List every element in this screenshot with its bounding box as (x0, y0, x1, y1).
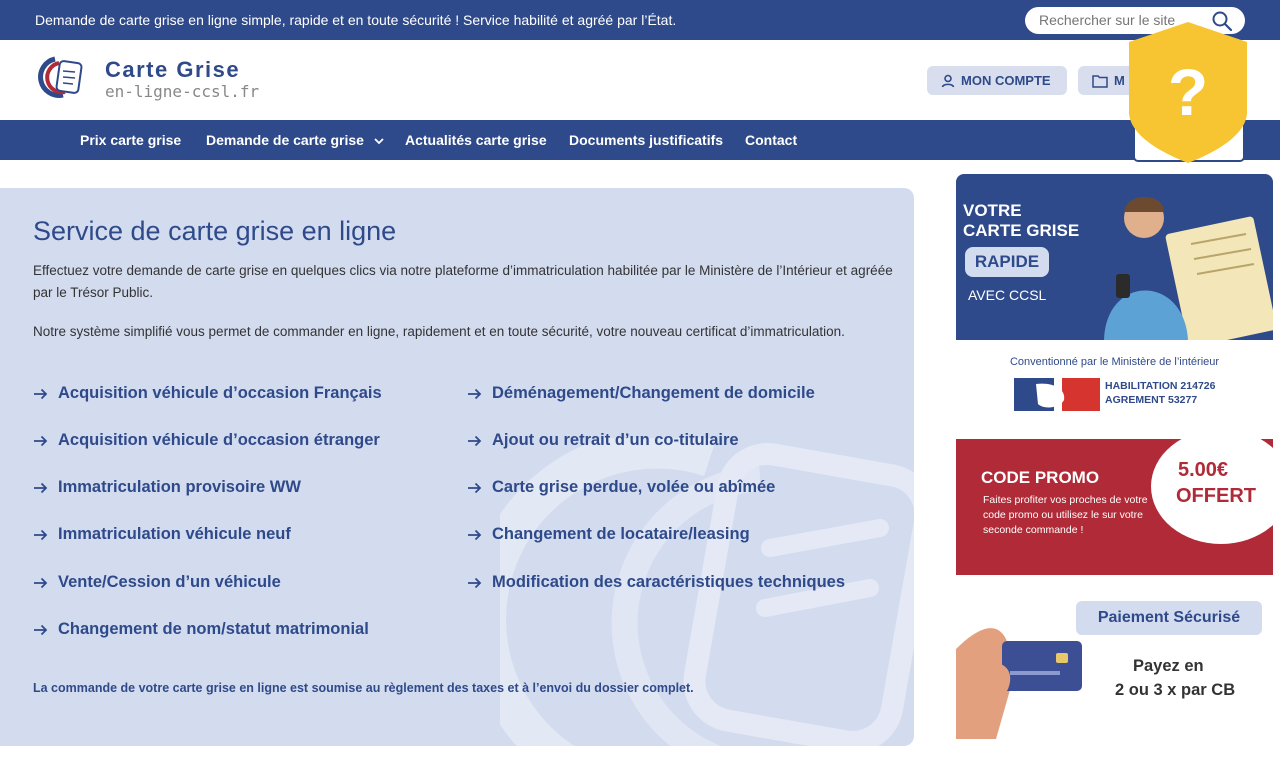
arrow-right-icon (467, 388, 483, 400)
service-link[interactable] (467, 431, 739, 450)
folder-icon (1092, 74, 1108, 88)
person-with-document-illustration (1096, 184, 1273, 340)
service-label: Acquisition véhicule d’occasion étranger (58, 431, 380, 449)
service-link[interactable] (33, 620, 369, 639)
arrow-right-icon (33, 388, 49, 400)
intro-text: Effectuez votre demande de carte grise en quelques clics via notre plateforme d’immatriculation habilitée par le Ministère de l’Intérieur et agréée par le Trésor Public. (33, 263, 893, 300)
ad-promo-code[interactable] (956, 439, 1273, 575)
my-folder-label: M (1114, 73, 1125, 88)
ad2-agrement: AGREMENT 53277 (1105, 394, 1198, 406)
arrow-right-icon (467, 577, 483, 589)
ad1-line3: AVEC CCSL (968, 287, 1047, 303)
service-label: Acquisition véhicule d’occasion Français (58, 384, 382, 402)
service-link[interactable] (467, 525, 750, 544)
logo-icon[interactable] (33, 55, 91, 99)
arrow-right-icon (33, 435, 49, 447)
service-link[interactable] (33, 525, 291, 544)
service-link[interactable] (33, 573, 281, 592)
ad3-text: Faites profiter vos proches de votre code promo ou utilisez le sur votre seconde commande ! (983, 494, 1148, 536)
arrow-right-icon (467, 482, 483, 494)
arrow-right-icon (467, 435, 483, 447)
service-label: Immatriculation provisoire WW (58, 478, 301, 496)
nav-item-prix[interactable]: Prix carte grise (80, 132, 182, 148)
intro-text-2: Notre système simplifié vous permet de commander en ligne, rapidement et en toute sécurité, votre nouveau certificat d’immatriculation. (33, 324, 845, 339)
service-link[interactable] (467, 573, 845, 592)
brand-title[interactable]: Carte Grise (105, 57, 241, 82)
marianne-logo-icon (1014, 378, 1100, 411)
service-label: Carte grise perdue, volée ou abîmée (492, 478, 776, 496)
ad-secure-payment[interactable] (956, 584, 1273, 744)
user-icon (941, 74, 955, 88)
service-label: Modification des caractéristiques techniques (492, 573, 846, 591)
chevron-down-icon (374, 138, 384, 145)
arrow-right-icon (33, 624, 49, 636)
my-account-label: MON COMPTE (961, 73, 1051, 88)
service-label: Immatriculation véhicule neuf (58, 525, 291, 543)
page-title: Service de carte grise en ligne (33, 216, 397, 246)
ad2-title: Conventionné par le Ministère de l’intérieur (1009, 356, 1220, 368)
ad1-rapide-badge: RAPIDE (965, 247, 1049, 277)
nav-item-demande-label: Demande de carte grise (206, 132, 364, 148)
arrow-right-icon (33, 482, 49, 494)
ad1-line2: CARTE GRISE (963, 221, 1080, 240)
service-label: Changement de locataire/leasing (492, 525, 750, 543)
top-announcement-bar (0, 0, 1280, 40)
announcement-text: Demande de carte grise en ligne simple, rapide et en toute sécurité ! Service habilité et agréé par l’État. (35, 12, 677, 28)
service-panel (0, 188, 914, 746)
nav-item-contact[interactable]: Contact (745, 132, 798, 148)
brand-subtitle: en-ligne-ccsl.fr (105, 82, 260, 101)
main-navigation (0, 120, 1280, 160)
service-link[interactable] (33, 478, 301, 497)
arrow-right-icon (467, 529, 483, 541)
service-link[interactable] (33, 431, 380, 450)
service-link[interactable] (467, 478, 775, 497)
service-label: Changement de nom/statut matrimonial (58, 620, 369, 638)
site-header (0, 40, 1280, 120)
service-link[interactable] (467, 384, 815, 403)
ad3-title: CODE PROMO (981, 468, 1100, 487)
service-label: Vente/Cession d’un véhicule (58, 573, 281, 591)
svg-text:?: ? (1167, 55, 1209, 129)
service-link[interactable] (33, 384, 382, 403)
ad3-amount: 5.00€ (1178, 459, 1229, 481)
nav-item-documents[interactable]: Documents justificatifs (569, 132, 724, 148)
service-label: Déménagement/Changement de domicile (492, 384, 815, 402)
my-account-button[interactable] (927, 66, 1067, 95)
ad4-line1: Payez en (1133, 657, 1204, 675)
footnote-text: La commande de votre carte grise en ligne est soumise au règlement des taxes et à l’envoi du dossier complet. (33, 681, 694, 695)
hand-credit-card-illustration (956, 609, 1096, 744)
arrow-right-icon (33, 577, 49, 589)
ad4-line2: 2 ou 3 x par CB (1115, 681, 1236, 699)
nav-item-actualites[interactable]: Actualités carte grise (405, 132, 547, 148)
nav-item-demande[interactable] (206, 132, 384, 148)
ad-rapide-banner[interactable] (956, 174, 1273, 340)
ad2-habilitation: HABILITATION 214726 (1105, 380, 1216, 392)
shield-question-icon[interactable] (1127, 20, 1249, 165)
ad4-badge: Paiement Sécurisé (1076, 601, 1262, 635)
arrow-right-icon (33, 529, 49, 541)
service-label: Ajout ou retrait d’un co-titulaire (492, 431, 739, 449)
ad-habilitation[interactable] (956, 340, 1273, 430)
ad3-offert: OFFERT (1176, 485, 1256, 507)
ad1-line1: VOTRE (963, 201, 1022, 220)
